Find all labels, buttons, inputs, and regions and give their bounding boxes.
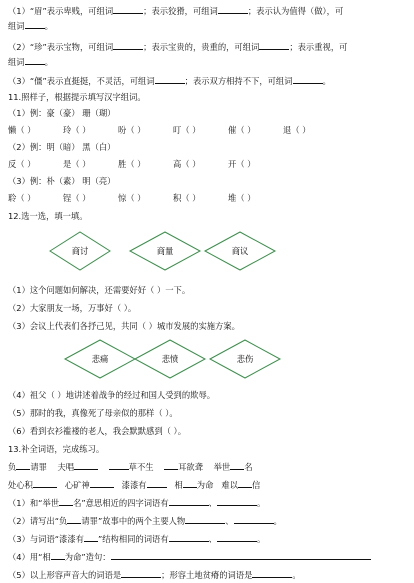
word-part: 请罪	[30, 462, 47, 472]
text: ；表示狡猾，可组词	[143, 6, 218, 16]
q12-6: （6）看到衣衫褴褛的老人，我会默默感到（ ）。	[8, 426, 187, 436]
word-pair-cell[interactable]: 催（ ）	[228, 125, 256, 135]
blank[interactable]	[90, 478, 114, 488]
blank[interactable]	[121, 568, 161, 578]
diamond-label: 悲痛	[91, 354, 109, 364]
section11-example3: （3）例：朴（素） 明（亮）	[8, 176, 116, 186]
text: （4）用“相	[8, 552, 51, 562]
word-pair-cell[interactable]: 是（ ）	[63, 159, 91, 169]
word-pair-cell[interactable]: 惊（ ）	[118, 193, 146, 203]
answer-line[interactable]	[111, 550, 371, 560]
section11-title: 11.照样子，根据提示填写汉字组词。	[8, 92, 146, 102]
blank[interactable]	[183, 478, 197, 488]
q12-2: （2）大家朋友一场，万事好（ ）。	[8, 303, 137, 313]
word-part: 名	[244, 462, 253, 472]
text: 组词	[8, 21, 25, 31]
blank[interactable]	[51, 550, 65, 560]
blank[interactable]	[147, 478, 167, 488]
diamond-label: 商讨	[71, 246, 89, 256]
word-pair-cell[interactable]: 退（ ）	[283, 125, 311, 135]
q10-1-line2	[8, 19, 53, 32]
word-pair-cell[interactable]: 叮（ ）	[173, 125, 201, 135]
text: （2）“珍”表示宝物，可组词	[8, 42, 114, 52]
text: ”结构相同的词语有	[97, 534, 169, 544]
word-pair-cell[interactable]: 胜（ ）	[118, 159, 146, 169]
q10-3-line	[8, 74, 331, 87]
section13-words-row1	[8, 460, 253, 473]
blank[interactable]	[234, 514, 274, 524]
word-pair-cell[interactable]: 锃（ ）	[63, 193, 91, 203]
blank[interactable]	[230, 460, 244, 470]
text: 为命”造句：	[64, 552, 111, 562]
blank[interactable]	[169, 532, 209, 542]
text: ；表示宝贵的，贵重的，可组词	[143, 42, 260, 52]
text: 组词	[8, 57, 25, 67]
word-part: 耳欲聋	[178, 462, 204, 472]
blank[interactable]	[109, 460, 129, 470]
word-pair-cell[interactable]: 懒（ ）	[8, 125, 36, 135]
section13-title: 13.补全词语，完成练习。	[8, 444, 105, 454]
q10-1-line1	[8, 4, 343, 17]
text: （2）请写出“负	[8, 516, 68, 526]
q13-5	[8, 568, 301, 581]
text: ；表示重视，可	[289, 42, 348, 52]
blank[interactable]	[218, 4, 248, 14]
word-choice-group-2	[0, 338, 414, 380]
text: 。	[322, 76, 331, 86]
text: （1）“眉”表示卑贱，可组词	[8, 6, 114, 16]
text: 。	[44, 57, 53, 67]
word-part: 漆漆有	[121, 480, 147, 490]
text: 、	[208, 534, 217, 544]
blank[interactable]	[33, 478, 57, 488]
word-pair-cell[interactable]: 反（ ）	[8, 159, 36, 169]
word-pair-cell[interactable]: 开（ ）	[228, 159, 256, 169]
blank[interactable]	[238, 478, 252, 488]
blank[interactable]	[259, 40, 289, 50]
word-pair-cell[interactable]: 玲（ ）	[63, 125, 91, 135]
word-pair-cell[interactable]: 高（ ）	[173, 159, 201, 169]
q13-2	[8, 514, 282, 527]
q12-4: （4）祖父（ ）地讲述着战争的经过和国人受到的欺辱。	[8, 390, 216, 400]
blank[interactable]	[74, 460, 98, 470]
section13-words-row2	[8, 478, 260, 491]
q12-3: （3）会议上代表们各抒己见，共同（ ）城市发展的实施方案。	[8, 321, 240, 331]
text: 、	[225, 516, 234, 526]
diamond-label: 商量	[156, 246, 174, 256]
text: 。	[292, 570, 301, 580]
word-pair-cell[interactable]: 聆（ ）	[8, 193, 36, 203]
diamond-label: 悲伤	[236, 354, 254, 364]
text: （3）“僵”表示直挺挺，不灵活，可组词	[8, 76, 155, 86]
section11-row1	[8, 125, 338, 136]
q12-5: （5）那时的我，真像死了母亲似的那样（ ）。	[8, 408, 178, 418]
word-part: 草不生	[128, 462, 154, 472]
q13-1	[8, 496, 265, 509]
word-part: 为命	[196, 480, 214, 490]
section11-example2: （2）例：明（暗） 黑（白）	[8, 142, 116, 152]
word-pair-cell[interactable]: 堆（ ）	[228, 193, 256, 203]
diamond-option	[210, 340, 280, 378]
text: 名”意思相近的四字词语有	[73, 498, 169, 508]
text: 请罪”故事中的两个主要人物	[81, 516, 186, 526]
text: 。	[273, 516, 282, 526]
q10-2-line2	[8, 55, 53, 68]
word-part: 难以	[221, 480, 238, 490]
word-choice-group-1	[0, 230, 414, 272]
q12-1: （1）这个问题如何解决，还需要好好（ ）一下。	[8, 285, 191, 295]
blank[interactable]	[164, 460, 178, 470]
section11-example1: （1）例：豪（豪） 珊（瑚）	[8, 108, 116, 118]
text: ；形容土地贫瘠的词语是	[161, 570, 253, 580]
blank[interactable]	[217, 496, 257, 506]
q10-2-line1	[8, 40, 347, 53]
word-part: 信	[251, 480, 261, 490]
blank[interactable]	[293, 74, 323, 84]
word-pair-cell[interactable]: 吩（ ）	[118, 125, 146, 135]
text: ；表示双方相持不下，可组词	[184, 76, 293, 86]
word-part: 心矿神	[64, 480, 90, 490]
blank[interactable]	[113, 4, 143, 14]
diamond-option	[135, 340, 205, 378]
blank[interactable]	[67, 514, 81, 524]
diamond-option	[65, 340, 135, 378]
blank[interactable]	[252, 568, 292, 578]
word-part: 负	[8, 462, 17, 472]
blank[interactable]	[169, 496, 209, 506]
text: 。	[256, 534, 266, 544]
word-part: 夫唱	[57, 462, 75, 472]
blank[interactable]	[84, 532, 98, 542]
text: （5）以上形容声音大的词语是	[8, 570, 122, 580]
text: （3）与词语“漆漆有	[8, 534, 84, 544]
text: （1）和“举世	[8, 498, 60, 508]
section12-title: 12.选一选，填一填。	[8, 211, 88, 221]
text: 。	[256, 498, 266, 508]
blank[interactable]	[16, 460, 30, 470]
word-pair-cell[interactable]: 积（ ）	[173, 193, 201, 203]
diamond-label: 商议	[231, 246, 249, 256]
blank[interactable]	[217, 532, 257, 542]
diamond-label: 悲愤	[161, 354, 179, 364]
blank[interactable]	[25, 19, 45, 29]
blank[interactable]	[113, 40, 143, 50]
text: 、	[208, 498, 217, 508]
blank[interactable]	[25, 55, 45, 65]
diamond-option	[130, 232, 200, 270]
q13-3	[8, 532, 265, 545]
text: 。	[44, 21, 53, 31]
diamond-option	[205, 232, 275, 270]
word-part: 相	[174, 480, 183, 490]
blank[interactable]	[155, 74, 185, 84]
text: ；表示认为值得（做），可	[247, 6, 344, 16]
blank[interactable]	[59, 496, 73, 506]
q13-4	[8, 550, 371, 563]
word-part: 处心积	[8, 480, 33, 490]
section11-row2	[8, 159, 283, 170]
diamond-option	[50, 232, 110, 270]
section11-row3	[8, 193, 283, 204]
blank[interactable]	[185, 514, 225, 524]
word-part: 举世	[213, 462, 231, 472]
